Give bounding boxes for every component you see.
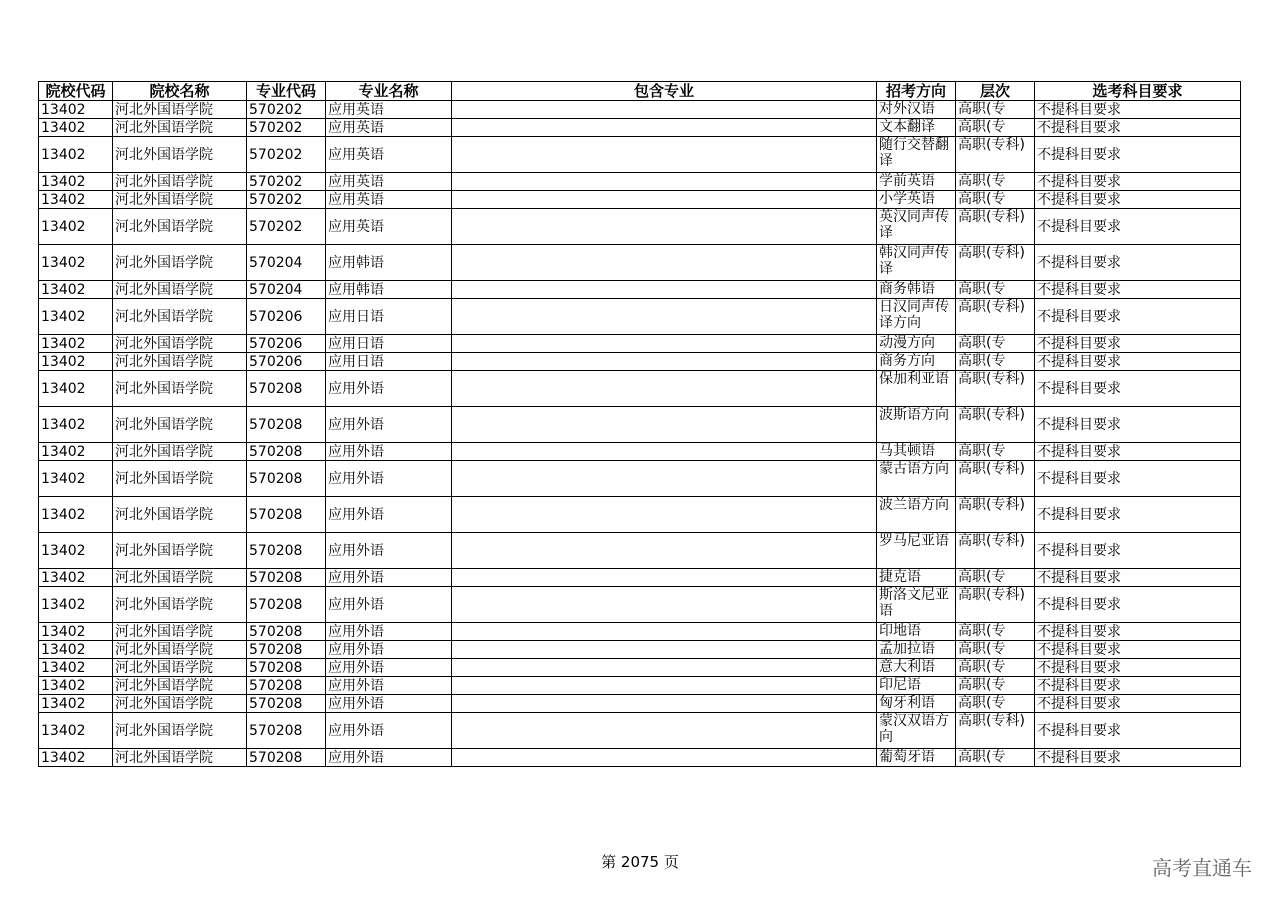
header-school-name: 院校名称 <box>113 82 247 101</box>
cell-subject-requirement: 不提科目要求 <box>1035 101 1241 119</box>
table-row <box>39 461 1241 497</box>
table-row <box>39 695 1241 713</box>
cell-school-code: 13402 <box>39 353 113 371</box>
cell-included-majors <box>452 173 877 191</box>
cell-level: 高职(专 <box>956 443 1035 461</box>
cell-level: 高职(专 <box>956 749 1035 767</box>
cell-subject-requirement: 不提科目要求 <box>1035 137 1241 173</box>
cell-included-majors <box>452 137 877 173</box>
cell-direction: 韩汉同声传译 <box>877 245 956 281</box>
cell-level: 高职(专科) <box>956 371 1035 407</box>
cell-included-majors <box>452 371 877 407</box>
header-level: 层次 <box>956 82 1035 101</box>
cell-included-majors <box>452 713 877 749</box>
cell-major-code: 570208 <box>247 659 326 677</box>
cell-school-name: 河北外国语学院 <box>113 623 247 641</box>
cell-school-code: 13402 <box>39 623 113 641</box>
cell-school-code: 13402 <box>39 209 113 245</box>
cell-subject-requirement: 不提科目要求 <box>1035 569 1241 587</box>
admission-table <box>38 81 1241 767</box>
cell-school-name: 河北外国语学院 <box>113 137 247 173</box>
cell-school-code: 13402 <box>39 101 113 119</box>
cell-school-code: 13402 <box>39 245 113 281</box>
cell-level: 高职(专 <box>956 353 1035 371</box>
cell-direction: 保加利亚语 <box>877 371 956 407</box>
cell-included-majors <box>452 353 877 371</box>
cell-level: 高职(专科) <box>956 407 1035 443</box>
page-number: 第 2075 页 <box>601 853 679 871</box>
cell-included-majors <box>452 299 877 335</box>
cell-major-code: 570208 <box>247 749 326 767</box>
cell-level: 高职(专科) <box>956 461 1035 497</box>
table-row <box>39 749 1241 767</box>
cell-major-name: 应用外语 <box>326 587 452 623</box>
cell-school-code: 13402 <box>39 587 113 623</box>
cell-subject-requirement: 不提科目要求 <box>1035 749 1241 767</box>
cell-subject-requirement: 不提科目要求 <box>1035 641 1241 659</box>
cell-level: 高职(专科) <box>956 497 1035 533</box>
cell-subject-requirement: 不提科目要求 <box>1035 281 1241 299</box>
cell-direction: 对外汉语 <box>877 101 956 119</box>
cell-subject-requirement: 不提科目要求 <box>1035 497 1241 533</box>
cell-major-code: 570206 <box>247 335 326 353</box>
cell-subject-requirement: 不提科目要求 <box>1035 191 1241 209</box>
cell-major-code: 570208 <box>247 497 326 533</box>
table-row <box>39 641 1241 659</box>
cell-included-majors <box>452 533 877 569</box>
cell-included-majors <box>452 461 877 497</box>
cell-major-code: 570208 <box>247 371 326 407</box>
table-row <box>39 335 1241 353</box>
cell-subject-requirement: 不提科目要求 <box>1035 713 1241 749</box>
cell-direction: 印地语 <box>877 623 956 641</box>
cell-major-code: 570208 <box>247 533 326 569</box>
cell-school-name: 河北外国语学院 <box>113 119 247 137</box>
cell-major-name: 应用日语 <box>326 335 452 353</box>
cell-subject-requirement: 不提科目要求 <box>1035 335 1241 353</box>
table-row <box>39 191 1241 209</box>
cell-school-code: 13402 <box>39 461 113 497</box>
table-row <box>39 209 1241 245</box>
cell-major-name: 应用英语 <box>326 119 452 137</box>
cell-major-code: 570204 <box>247 245 326 281</box>
table-row <box>39 281 1241 299</box>
cell-major-code: 570206 <box>247 299 326 335</box>
cell-level: 高职(专科) <box>956 713 1035 749</box>
cell-direction: 蒙汉双语方向 <box>877 713 956 749</box>
cell-subject-requirement: 不提科目要求 <box>1035 209 1241 245</box>
cell-school-name: 河北外国语学院 <box>113 245 247 281</box>
cell-school-name: 河北外国语学院 <box>113 407 247 443</box>
cell-school-name: 河北外国语学院 <box>113 533 247 569</box>
header-included-majors: 包含专业 <box>452 82 877 101</box>
cell-direction: 波兰语方向 <box>877 497 956 533</box>
cell-major-code: 570208 <box>247 641 326 659</box>
cell-school-code: 13402 <box>39 659 113 677</box>
cell-major-code: 570202 <box>247 137 326 173</box>
cell-major-name: 应用外语 <box>326 443 452 461</box>
cell-subject-requirement: 不提科目要求 <box>1035 623 1241 641</box>
cell-major-code: 570202 <box>247 119 326 137</box>
cell-included-majors <box>452 623 877 641</box>
cell-included-majors <box>452 245 877 281</box>
cell-included-majors <box>452 281 877 299</box>
cell-major-name: 应用外语 <box>326 659 452 677</box>
cell-school-name: 河北外国语学院 <box>113 641 247 659</box>
cell-school-code: 13402 <box>39 173 113 191</box>
cell-school-name: 河北外国语学院 <box>113 659 247 677</box>
table-row <box>39 407 1241 443</box>
cell-direction: 商务韩语 <box>877 281 956 299</box>
cell-school-code: 13402 <box>39 695 113 713</box>
cell-school-name: 河北外国语学院 <box>113 713 247 749</box>
cell-major-name: 应用外语 <box>326 461 452 497</box>
cell-major-name: 应用外语 <box>326 713 452 749</box>
cell-school-code: 13402 <box>39 641 113 659</box>
cell-school-code: 13402 <box>39 281 113 299</box>
cell-included-majors <box>452 695 877 713</box>
cell-school-name: 河北外国语学院 <box>113 677 247 695</box>
cell-direction: 英汉同声传译 <box>877 209 956 245</box>
cell-level: 高职(专 <box>956 569 1035 587</box>
cell-included-majors <box>452 407 877 443</box>
cell-level: 高职(专 <box>956 623 1035 641</box>
cell-level: 高职(专 <box>956 101 1035 119</box>
cell-school-name: 河北外国语学院 <box>113 299 247 335</box>
cell-school-name: 河北外国语学院 <box>113 497 247 533</box>
cell-subject-requirement: 不提科目要求 <box>1035 659 1241 677</box>
cell-school-code: 13402 <box>39 533 113 569</box>
cell-major-code: 570208 <box>247 587 326 623</box>
cell-school-code: 13402 <box>39 677 113 695</box>
cell-major-name: 应用韩语 <box>326 245 452 281</box>
cell-direction: 文本翻译 <box>877 119 956 137</box>
cell-major-name: 应用外语 <box>326 497 452 533</box>
header-subject-requirement: 选考科目要求 <box>1035 82 1241 101</box>
table-row <box>39 101 1241 119</box>
cell-major-name: 应用外语 <box>326 623 452 641</box>
cell-major-name: 应用外语 <box>326 641 452 659</box>
cell-included-majors <box>452 749 877 767</box>
cell-school-code: 13402 <box>39 371 113 407</box>
cell-major-code: 570208 <box>247 407 326 443</box>
cell-included-majors <box>452 641 877 659</box>
cell-direction: 孟加拉语 <box>877 641 956 659</box>
cell-level: 高职(专 <box>956 281 1035 299</box>
cell-major-name: 应用英语 <box>326 101 452 119</box>
cell-major-name: 应用韩语 <box>326 281 452 299</box>
cell-major-code: 570208 <box>247 695 326 713</box>
cell-school-code: 13402 <box>39 299 113 335</box>
cell-included-majors <box>452 209 877 245</box>
cell-major-code: 570208 <box>247 443 326 461</box>
cell-school-code: 13402 <box>39 569 113 587</box>
cell-subject-requirement: 不提科目要求 <box>1035 587 1241 623</box>
cell-school-name: 河北外国语学院 <box>113 335 247 353</box>
cell-school-code: 13402 <box>39 443 113 461</box>
cell-direction: 匈牙利语 <box>877 695 956 713</box>
table-row <box>39 569 1241 587</box>
cell-level: 高职(专 <box>956 659 1035 677</box>
cell-subject-requirement: 不提科目要求 <box>1035 443 1241 461</box>
table-body <box>39 101 1241 767</box>
cell-major-code: 570208 <box>247 461 326 497</box>
cell-included-majors <box>452 569 877 587</box>
cell-level: 高职(专 <box>956 119 1035 137</box>
cell-level: 高职(专 <box>956 173 1035 191</box>
cell-major-code: 570208 <box>247 623 326 641</box>
cell-major-name: 应用日语 <box>326 299 452 335</box>
cell-level: 高职(专 <box>956 677 1035 695</box>
cell-level: 高职(专科) <box>956 587 1035 623</box>
cell-direction: 波斯语方向 <box>877 407 956 443</box>
table-row <box>39 371 1241 407</box>
table-row <box>39 677 1241 695</box>
cell-major-code: 570208 <box>247 677 326 695</box>
cell-direction: 葡萄牙语 <box>877 749 956 767</box>
header-major-code: 专业代码 <box>247 82 326 101</box>
cell-level: 高职(专科) <box>956 137 1035 173</box>
cell-school-name: 河北外国语学院 <box>113 443 247 461</box>
cell-major-code: 570202 <box>247 173 326 191</box>
cell-subject-requirement: 不提科目要求 <box>1035 695 1241 713</box>
cell-level: 高职(专 <box>956 695 1035 713</box>
cell-school-name: 河北外国语学院 <box>113 569 247 587</box>
table-row <box>39 119 1241 137</box>
cell-included-majors <box>452 659 877 677</box>
cell-included-majors <box>452 119 877 137</box>
cell-school-code: 13402 <box>39 137 113 173</box>
cell-subject-requirement: 不提科目要求 <box>1035 173 1241 191</box>
cell-major-name: 应用外语 <box>326 695 452 713</box>
cell-included-majors <box>452 587 877 623</box>
table-row <box>39 137 1241 173</box>
cell-included-majors <box>452 101 877 119</box>
table-row <box>39 497 1241 533</box>
cell-major-name: 应用外语 <box>326 569 452 587</box>
cell-included-majors <box>452 443 877 461</box>
cell-subject-requirement: 不提科目要求 <box>1035 371 1241 407</box>
cell-school-name: 河北外国语学院 <box>113 461 247 497</box>
header-major-name: 专业名称 <box>326 82 452 101</box>
cell-school-name: 河北外国语学院 <box>113 371 247 407</box>
table-row <box>39 587 1241 623</box>
cell-subject-requirement: 不提科目要求 <box>1035 119 1241 137</box>
cell-school-name: 河北外国语学院 <box>113 173 247 191</box>
cell-major-code: 570208 <box>247 569 326 587</box>
header-direction: 招考方向 <box>877 82 956 101</box>
header-row <box>39 82 1241 101</box>
cell-major-name: 应用日语 <box>326 353 452 371</box>
cell-included-majors <box>452 191 877 209</box>
cell-level: 高职(专科) <box>956 533 1035 569</box>
cell-direction: 日汉同声传译方向 <box>877 299 956 335</box>
cell-school-code: 13402 <box>39 335 113 353</box>
cell-subject-requirement: 不提科目要求 <box>1035 407 1241 443</box>
cell-major-name: 应用外语 <box>326 677 452 695</box>
cell-level: 高职(专 <box>956 335 1035 353</box>
table-row <box>39 353 1241 371</box>
cell-school-name: 河北外国语学院 <box>113 587 247 623</box>
cell-subject-requirement: 不提科目要求 <box>1035 533 1241 569</box>
cell-school-code: 13402 <box>39 191 113 209</box>
cell-major-name: 应用外语 <box>326 407 452 443</box>
cell-level: 高职(专科) <box>956 209 1035 245</box>
cell-direction: 学前英语 <box>877 173 956 191</box>
table-row <box>39 713 1241 749</box>
cell-major-code: 570208 <box>247 713 326 749</box>
cell-level: 高职(专 <box>956 191 1035 209</box>
cell-direction: 意大利语 <box>877 659 956 677</box>
table-row <box>39 533 1241 569</box>
cell-major-code: 570206 <box>247 353 326 371</box>
cell-included-majors <box>452 677 877 695</box>
cell-direction: 蒙古语方向 <box>877 461 956 497</box>
table-row <box>39 245 1241 281</box>
cell-subject-requirement: 不提科目要求 <box>1035 299 1241 335</box>
cell-major-name: 应用外语 <box>326 749 452 767</box>
cell-major-name: 应用英语 <box>326 137 452 173</box>
cell-level: 高职(专科) <box>956 299 1035 335</box>
cell-major-name: 应用英语 <box>326 191 452 209</box>
cell-school-code: 13402 <box>39 407 113 443</box>
cell-school-code: 13402 <box>39 119 113 137</box>
cell-level: 高职(专 <box>956 641 1035 659</box>
cell-major-code: 570202 <box>247 209 326 245</box>
cell-subject-requirement: 不提科目要求 <box>1035 353 1241 371</box>
cell-school-code: 13402 <box>39 497 113 533</box>
cell-school-code: 13402 <box>39 713 113 749</box>
cell-subject-requirement: 不提科目要求 <box>1035 461 1241 497</box>
cell-school-name: 河北外国语学院 <box>113 353 247 371</box>
cell-school-name: 河北外国语学院 <box>113 191 247 209</box>
cell-direction: 随行交替翻译 <box>877 137 956 173</box>
cell-direction: 斯洛文尼亚语 <box>877 587 956 623</box>
cell-school-name: 河北外国语学院 <box>113 281 247 299</box>
cell-direction: 印尼语 <box>877 677 956 695</box>
cell-school-name: 河北外国语学院 <box>113 209 247 245</box>
table-row <box>39 299 1241 335</box>
watermark: 高考直通车 <box>1152 856 1252 880</box>
cell-major-name: 应用英语 <box>326 209 452 245</box>
table-row <box>39 173 1241 191</box>
table-row <box>39 623 1241 641</box>
cell-subject-requirement: 不提科目要求 <box>1035 677 1241 695</box>
cell-direction: 马其顿语 <box>877 443 956 461</box>
cell-direction: 罗马尼亚语 <box>877 533 956 569</box>
cell-major-code: 570204 <box>247 281 326 299</box>
header-school-code: 院校代码 <box>39 82 113 101</box>
cell-direction: 小学英语 <box>877 191 956 209</box>
cell-direction: 动漫方向 <box>877 335 956 353</box>
cell-school-code: 13402 <box>39 749 113 767</box>
cell-school-name: 河北外国语学院 <box>113 695 247 713</box>
cell-major-name: 应用外语 <box>326 533 452 569</box>
cell-included-majors <box>452 335 877 353</box>
cell-direction: 商务方向 <box>877 353 956 371</box>
cell-major-code: 570202 <box>247 191 326 209</box>
cell-school-name: 河北外国语学院 <box>113 101 247 119</box>
cell-subject-requirement: 不提科目要求 <box>1035 245 1241 281</box>
cell-included-majors <box>452 497 877 533</box>
cell-school-name: 河北外国语学院 <box>113 749 247 767</box>
cell-major-name: 应用外语 <box>326 371 452 407</box>
table-row <box>39 443 1241 461</box>
cell-level: 高职(专科) <box>956 245 1035 281</box>
cell-major-code: 570202 <box>247 101 326 119</box>
cell-direction: 捷克语 <box>877 569 956 587</box>
cell-major-name: 应用英语 <box>326 173 452 191</box>
table-row <box>39 659 1241 677</box>
